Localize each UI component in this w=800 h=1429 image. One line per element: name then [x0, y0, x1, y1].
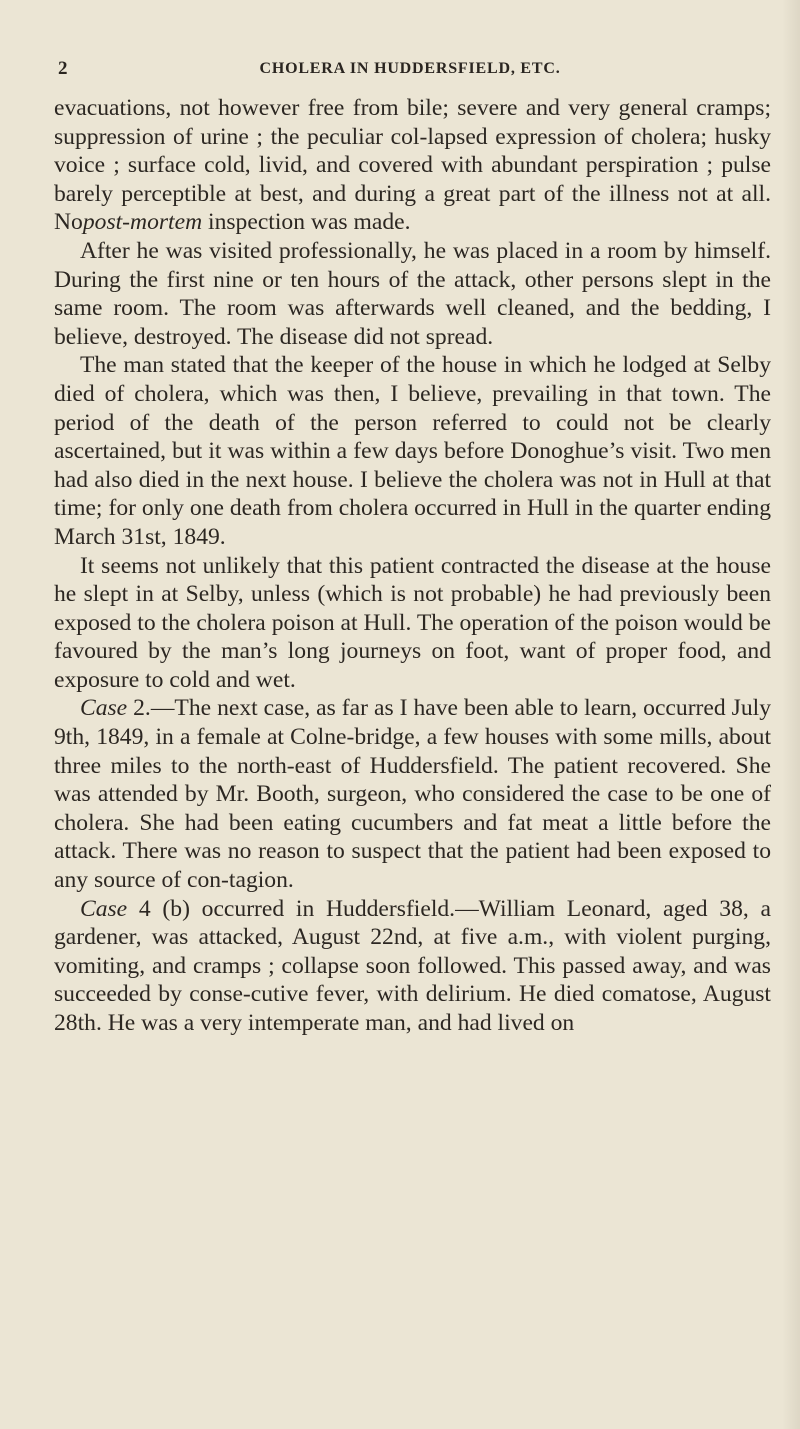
paragraph-text: 4 (b) occurred in Huddersfield.—William Leonard, aged 38, a gardener, was attacked, August 22nd, at five a.m., with violent purging, vomiting, and cramps ; collapse soon followed. This passed away, and was succeeded by conse-cutive fever, with delirium. He died comatose, August 28th. He was a very intemperate man, and had lived on — [54, 895, 771, 1036]
paragraph-contagion — [54, 552, 771, 695]
page-edge-shadow — [782, 0, 800, 1429]
body-text — [54, 94, 771, 1038]
paragraph-case-2 — [54, 694, 771, 894]
paragraph-text: The man stated that the keeper of the house in which he lodged at Selby died of cholera, which was then, I believe, prevailing in that town. The period of the death of the person referred to could not be clearly ascertained, but it was within a few days before Donoghue’s visit. Two men had also died in the next house. I believe the cholera was not in Hull at that time; for only one death from cholera occurred in Hull in the quarter ending March 31st, 1849. — [54, 352, 771, 550]
paragraph-case-4 — [54, 895, 771, 1038]
page-number: 2 — [58, 58, 68, 79]
paragraph-isolation — [54, 237, 771, 351]
page-header — [54, 58, 766, 82]
paragraph-text: 2.—The next case, as far as I have been able to learn, occurred July 9th, 1849, in a female at Colne-bridge, a few houses with some mills, about three miles to the north-east of Huddersfield. The patient recovered. She was attended by Mr. Booth, surgeon, who considered the case to be one of cholera. She had been eating cucumbers and fat meat a little before the attack. There was no reason to suspect that the patient had been exposed to any source of con-tagion. — [54, 695, 771, 894]
running-title: CHOLERA IN HUDDERSFIELD, ETC. — [259, 60, 561, 77]
paragraph-text: After he was visited professionally, he was placed in a room by himself. During the first nine or ten hours of the attack, other persons slept in the same room. The room was afterwards well cleaned, and the bedding, I believe, destroyed. The disease did not spread. — [54, 237, 771, 350]
paragraph-text: It seems not unlikely that this patient contracted the disease at the house he slept in at Selby, unless (which is not probable) he had previously been exposed to the cholera poison at Hull. The operation of the poison would be favoured by the man’s long journeys on foot, want of proper food, and exposure to cold and wet. — [54, 552, 771, 693]
paragraph-selby — [54, 351, 771, 551]
paragraph-text: evacuations, not however free from bile; severe and very general cramps; suppression of urine ; the peculiar col-lapsed expression of cholera; husky voice ; surface cold, livid, and covered with abundant perspiration ; pulse barely perceptible at best, and during a great part of the illness not at all. No — [54, 95, 771, 236]
case-label: Case — [79, 895, 128, 922]
paragraph-text: inspection was made. — [202, 209, 411, 236]
paragraph-symptoms — [54, 94, 771, 237]
italic-term: post-mortem — [82, 209, 203, 236]
case-label: Case — [79, 695, 128, 722]
